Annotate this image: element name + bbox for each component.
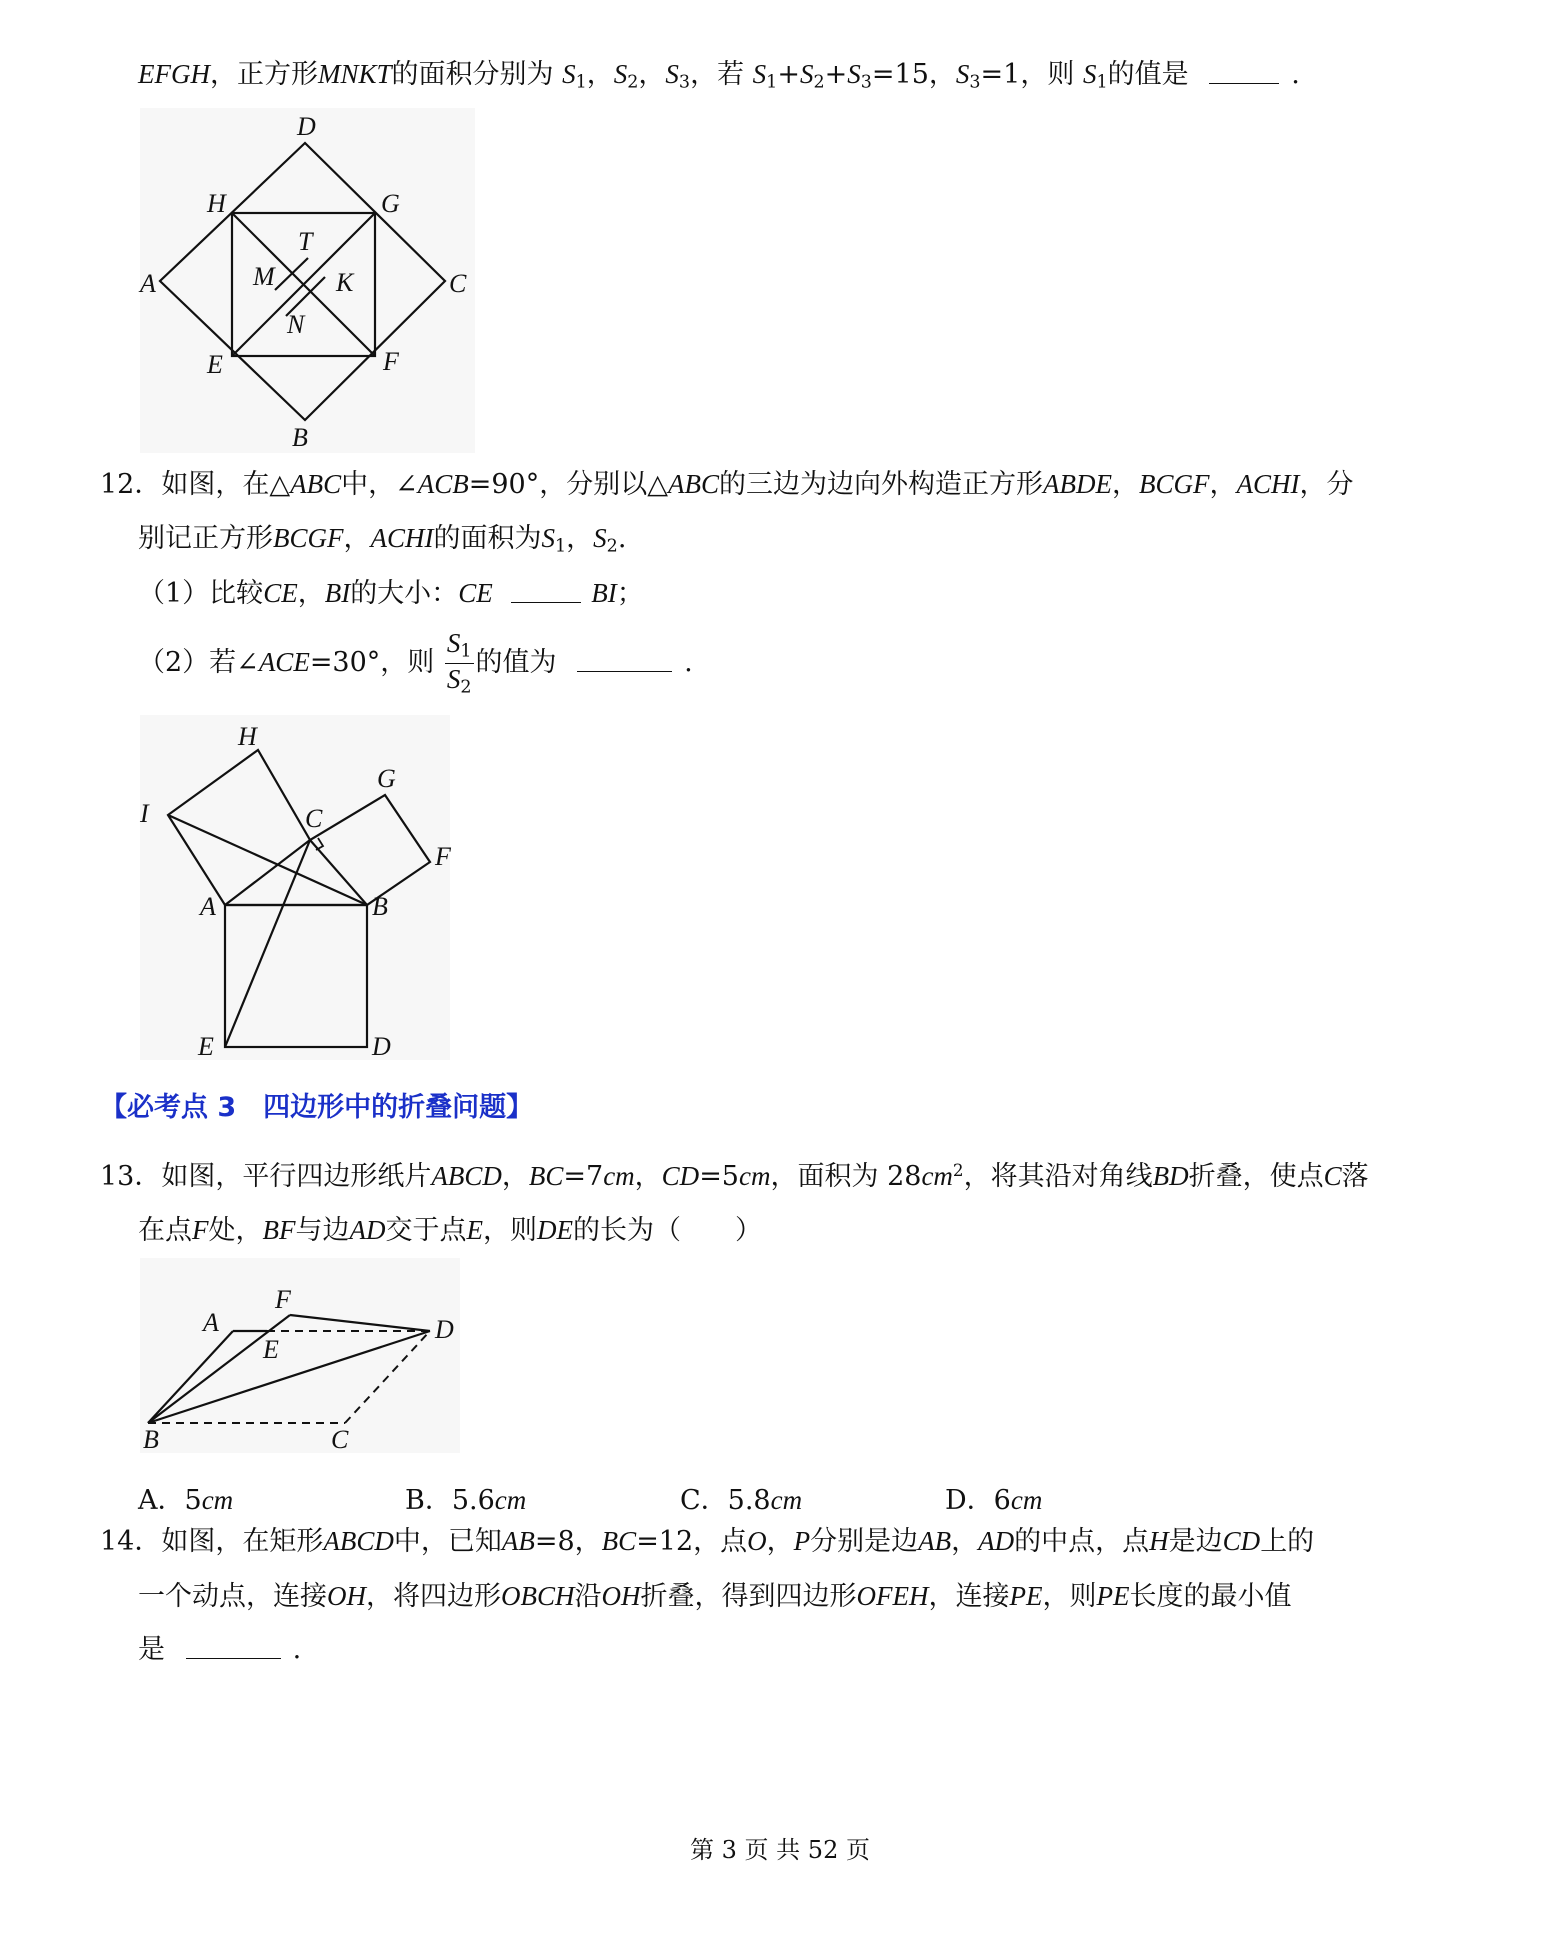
label-c: C <box>331 1425 349 1453</box>
label-f: F <box>383 347 399 376</box>
answer-blank[interactable] <box>577 647 672 672</box>
figure-background <box>140 715 450 1060</box>
label-g: G <box>381 189 400 218</box>
label-a: A <box>200 892 216 921</box>
label-b: B <box>372 892 388 921</box>
label-a: A <box>203 1308 219 1337</box>
q13-line-2: 在点F处，BF与边AD交于点E，则DE的长为（ ） <box>138 1215 762 1246</box>
label-b: B <box>143 1425 159 1453</box>
label-k: K <box>336 268 354 297</box>
label-f: F <box>275 1285 291 1314</box>
label-d: D <box>435 1315 454 1344</box>
label-a: A <box>140 269 156 298</box>
figure-background <box>140 1258 460 1453</box>
q12-figure <box>135 715 455 1060</box>
label-d: D <box>297 112 316 141</box>
label-t: T <box>298 227 313 256</box>
answer-blank[interactable] <box>186 1634 281 1659</box>
option-a[interactable]: A．5cm <box>138 1485 234 1516</box>
label-g: G <box>377 764 396 793</box>
label-h: H <box>207 189 226 218</box>
q13-figure <box>135 1258 465 1453</box>
q14-line-1: 14．如图，在矩形ABCD中，已知AB=8，BC=12，点O，P分别是边AB，AD的中点，点H是边CD上的 <box>100 1526 1315 1557</box>
q11-figure <box>135 108 480 453</box>
label-c: C <box>305 804 323 833</box>
label-f: F <box>435 842 451 871</box>
option-d[interactable]: D．6cm <box>945 1485 1043 1516</box>
q12-part-2: （2）若∠ACE=30°，则 $\frac{S_1}{S_2}$ 的值为 . <box>138 628 693 698</box>
label-h: H <box>238 722 257 751</box>
label-b: B <box>292 423 308 452</box>
q12-part-1: （1）比较CE，BI的大小：CE BI； <box>138 578 644 609</box>
label-i: I <box>140 799 149 828</box>
answer-blank[interactable] <box>1209 59 1279 84</box>
label-m: M <box>253 262 275 291</box>
q13-line-1: 13．如图，平行四边形纸片ABCD，BC=7cm，CD=5cm，面积为 $28cm^2$，将其沿对角线BD折叠，使点C落 <box>100 1160 1369 1193</box>
section-header: 【必考点 3 四边形中的折叠问题】 <box>100 1092 534 1123</box>
q14-line-3: 是 . <box>138 1634 302 1665</box>
label-n: N <box>287 310 305 339</box>
q11-text-line: EFGH，正方形MNKT的面积分别为 $S_1$，$S_2$，$S_3$，若 $S_1+S_2+S_3=15$，$S_3=1$，则 $S_1$的值是 . <box>138 59 1300 93</box>
label-e: E <box>198 1032 214 1060</box>
ratio-fraction: $\frac{S_1}{S_2}$ <box>446 628 472 698</box>
page-footer: 第 3 页 共 52 页 <box>690 1836 870 1864</box>
label-e: E <box>263 1335 279 1364</box>
label-d: D <box>372 1032 391 1060</box>
q12-line-2: 别记正方形BCGF，ACHI的面积为$S_1$，$S_2$. <box>138 523 627 557</box>
option-b[interactable]: B．5.6cm <box>405 1485 527 1516</box>
label-c: C <box>449 269 467 298</box>
answer-blank[interactable] <box>511 578 581 603</box>
q14-line-2: 一个动点，连接OH，将四边形OBCH沿OH折叠，得到四边形OFEH，连接PE，则PE长度的最小值 <box>138 1581 1292 1612</box>
label-e: E <box>207 350 223 379</box>
q12-line-1: 12．如图，在△ABC中，∠ACB=90°，分别以△ABC的三边为边向外构造正方形ABDE，BCGF，ACHI，分 <box>100 469 1354 500</box>
option-c[interactable]: C．5.8cm <box>680 1485 803 1516</box>
